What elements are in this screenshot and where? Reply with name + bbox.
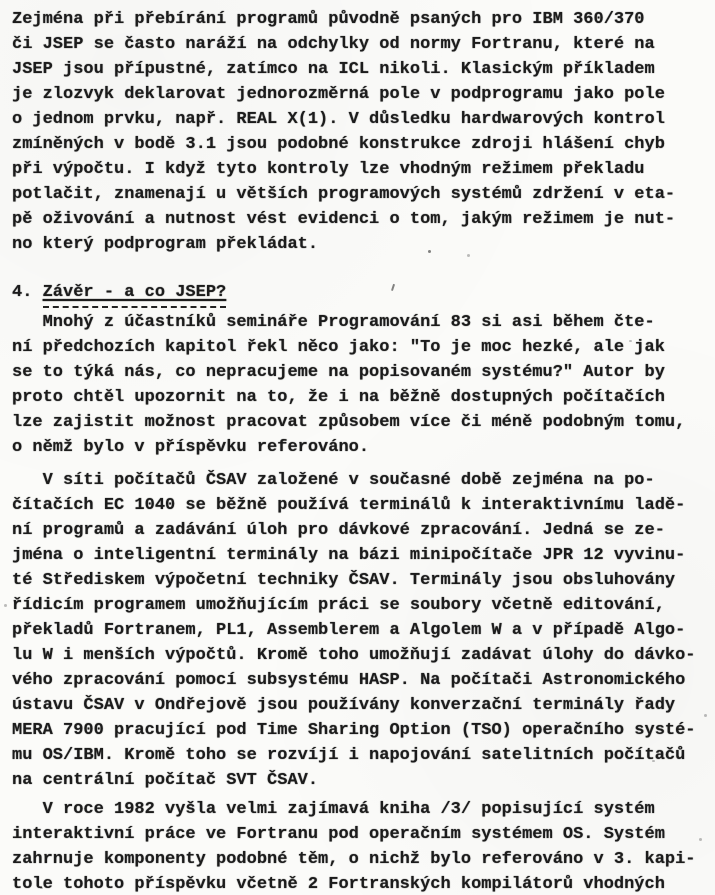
text-line: čítačích EC 1040 se běžně používá terminálů k interaktivnímu ladě- — [12, 496, 686, 515]
paragraph — [12, 797, 707, 895]
scan-speck — [428, 250, 431, 253]
text-line: o jednom prvku, např. REAL X(1). V důsledku hardwarových kontrol — [12, 110, 665, 129]
text-line: jména o inteligentní terminály na bázi minipočítače JPR 12 vyvinu- — [12, 546, 686, 565]
section-heading-row — [12, 280, 707, 310]
text-line: lze zajistit možnost pracovat způsobem více či méně podobným tomu, — [12, 413, 686, 432]
text-line: Zejména při přebírání programů původně psaných pro IBM 360/370 — [12, 10, 645, 29]
scan-speck — [629, 340, 632, 342]
section-number: 4. — [12, 283, 43, 302]
scan-speck — [467, 254, 470, 257]
scan-speck — [4, 604, 7, 607]
paragraph — [12, 7, 707, 257]
text-line: MERA 7900 pracující pod Time Sharing Option (TSO) operačního systé- — [12, 721, 696, 740]
section-heading — [12, 280, 707, 310]
text-line: potlačit, znamenají u větších programových systémů zdržení v eta- — [12, 185, 676, 204]
text-line: té Střediskem výpočetní techniky ČSAV. Terminály jsou obsluhovány — [12, 571, 676, 590]
text-line: při výpočtu. I když tyto kontroly lze vhodným režimem překladu — [12, 160, 645, 179]
text-line: V roce 1982 vyšla velmi zajímavá kniha /3/ popisující systém — [12, 800, 655, 819]
text-line: se to týká nás, co nepracujeme na popisovaném systému?" Autor by — [12, 363, 665, 382]
text-line: ústavu ČSAV v Ondřejově jsou používány konverzační terminály řady — [12, 696, 676, 715]
paragraph — [12, 468, 707, 793]
text-line: vého zpracování pomocí subsystému HASP. Na počítači Astronomického — [12, 671, 686, 690]
text-line: řídicím programem umožňujícím práci se soubory včetně editování, — [12, 596, 665, 615]
text-line: Mnohý z účastníků semináře Programování 83 si asi během čte- — [12, 313, 655, 332]
text-line: ní předchozích kapitol řekl něco jako: "To je moc hezké, ale jak — [12, 338, 665, 357]
text-line: zahrnuje komponenty podobné těm, o nichž bylo referováno v 3. kapi- — [12, 850, 696, 869]
text-line: mu OS/IBM. Kromě toho se rozvíjí i napojování satelitních počítačů — [12, 746, 686, 765]
scan-speck — [476, 95, 479, 97]
scan-speck — [704, 714, 707, 717]
scan-speck — [652, 760, 655, 762]
section-title: Závěr - a co JSEP? — [43, 280, 227, 308]
paragraph — [12, 310, 707, 460]
text-line: zmíněných v bodě 3.1 jsou podobné konstrukce zdroji hlášení chyb — [12, 135, 665, 154]
text-line: na centrální počítač SVT ČSAV. — [12, 771, 319, 790]
text-line: no který podprogram překládat. — [12, 235, 319, 254]
text-line: V síti počítačů ČSAV založené v současné době zejména na po- — [12, 471, 655, 490]
text-line: pě oživování a nutnost vést evidenci o tom, jakým režimem je nut- — [12, 210, 676, 229]
text-line: interaktivní práce ve Fortranu pod operačním systémem OS. Systém — [12, 825, 665, 844]
text-line: JSEP jsou přípustné, zatímco na ICL nikoli. Klasickým příkladem — [12, 60, 655, 79]
text-line: překladů Fortranem, PL1, Assemblerem a Algolem W a v případě Algo- — [12, 621, 686, 640]
text-line: je zlozvyk deklarovat jednorozměrná pole v podprogramu jako pole — [12, 85, 665, 104]
text-line: či JSEP se často naráží na odchylky od normy Fortranu, které na — [12, 35, 655, 54]
text-line: proto chtěl upozornit na to, že i na běžně dostupných počítačích — [12, 388, 665, 407]
text-line: ní programů a zadávání úloh pro dávkové zpracování. Jedná se ze- — [12, 521, 665, 540]
text-line: tole tohoto příspěvku včetně 2 Fortranských kompilátorů vhodných — [12, 875, 665, 894]
scan-speck — [40, 887, 43, 889]
document-text — [12, 7, 707, 895]
scan-speck — [699, 838, 702, 841]
text-line: o němž bylo v příspěvku referováno. — [12, 438, 370, 457]
text-line: lu W i menších výpočtů. Kromě toho umožňují zadávat úlohy do dávko- — [12, 646, 696, 665]
scan-speck — [505, 96, 507, 98]
